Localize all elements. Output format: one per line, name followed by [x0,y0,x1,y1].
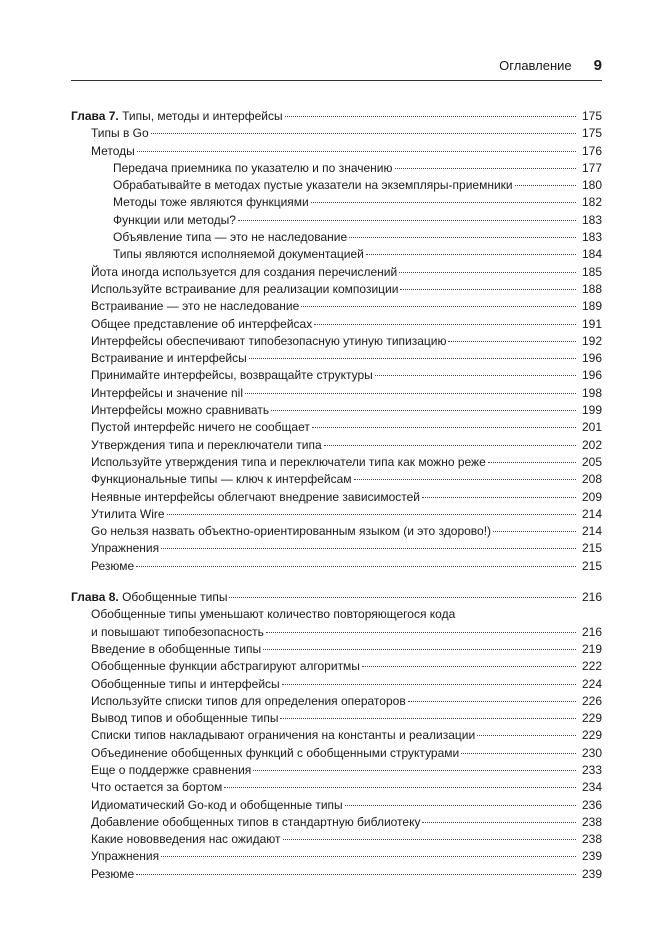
dot-leader [515,185,576,186]
page-number: 226 [581,693,602,708]
toc-entry-title: Общее представление об интерфейсах [91,316,313,331]
toc-entry-title: Обобщенные функции абстрагируют алгоритмы [91,659,360,674]
toc-entry[interactable] [71,350,602,367]
dot-leader [395,168,577,169]
dot-leader [366,254,576,255]
toc-entry[interactable] [71,333,602,350]
toc-entry[interactable] [71,264,602,281]
dot-leader [283,839,576,840]
toc-entry-title: Объявление типа — это не наследование [113,230,348,245]
page-number: 196 [581,368,602,383]
toc-entry-title: Резюме [91,866,135,881]
toc-entry-title: Неявные интерфейсы облегчают внедрение зависимостей [91,489,420,504]
dot-leader [311,202,576,203]
dot-leader [408,701,576,702]
dot-leader [136,874,576,875]
toc-entry[interactable] [71,246,602,263]
page-number: 191 [581,316,602,331]
page-number: 233 [581,762,602,777]
toc-entry[interactable] [71,658,602,675]
chapter-label: Глава 8. [71,590,119,605]
toc-entry[interactable] [71,194,602,211]
toc-entry-title: Go нельзя назвать объектно-ориентированным языком (и это здорово!) [91,524,492,539]
toc-entry[interactable] [71,866,602,883]
toc-entry[interactable] [71,160,602,177]
dot-leader [136,566,576,567]
toc-entry-title: Методы тоже являются функциями [113,195,309,210]
toc-entry[interactable] [71,229,602,246]
header-page-number: 9 [593,56,602,74]
header-title: Оглавление [499,57,572,73]
toc-entry[interactable] [71,471,602,488]
page-number: 229 [581,728,602,743]
dot-leader [161,856,576,857]
page-number: 234 [581,780,602,795]
toc-entry-title: Используйте списки типов для определения операторов [91,693,406,708]
toc-entry-title: Обрабатывайте в методах пустые указатели на экземпляры-приемники [113,178,513,193]
toc-entry[interactable] [71,298,602,315]
toc-entry-title: Функциональные типы — ключ к интерфейсам [91,472,352,487]
page-number: 183 [581,212,602,227]
toc-entry[interactable] [71,143,602,160]
dot-leader [137,151,576,152]
dot-leader [224,787,576,788]
toc-entry-title: Упражнения [91,849,160,864]
dot-leader [354,479,576,480]
toc-entry[interactable] [71,558,602,575]
toc-entry[interactable] [71,797,602,814]
table-of-contents [71,108,602,883]
toc-entry-title: Идиоматический Go-код и обобщенные типы [91,797,343,812]
dot-leader [488,462,576,463]
page-number: 185 [581,264,602,279]
page-number: 230 [581,745,602,760]
dot-leader [253,770,576,771]
toc-entry-title: Объединение обобщенных функций с обобщенными структурами [91,745,460,760]
chapter-title-text: Типы, методы и интерфейсы [122,109,283,123]
chapter-entry[interactable] [71,108,602,125]
toc-entry-title: Методы [91,143,135,158]
page-number: 177 [581,160,602,175]
dot-leader [324,445,576,446]
dot-leader [493,531,576,532]
dot-leader [271,410,576,411]
toc-entry-title: Вывод типов и обобщенные типы [91,711,279,726]
dot-leader [282,684,576,685]
chapter-title [71,108,283,125]
toc-entry[interactable] [71,281,602,298]
toc-entry[interactable] [71,177,602,194]
dot-leader [245,393,576,394]
page-number: 175 [581,109,602,123]
toc-entry[interactable] [71,367,602,384]
page-number: 236 [581,797,602,812]
toc-entry-title: Принимайте интерфейсы, возвращайте структуры [91,368,373,383]
toc-entry[interactable] [71,641,602,658]
toc-entry[interactable] [71,624,602,641]
page-number: 239 [581,866,602,881]
toc-entry[interactable] [71,693,602,710]
page-number: 205 [581,454,602,469]
page-number: 175 [581,126,602,141]
toc-entry[interactable] [71,402,602,419]
page-number: 184 [581,247,602,262]
toc-entry[interactable] [71,676,602,693]
chapter-spacer [71,575,602,589]
toc-entry-title: Интерфейсы обеспечивают типобезопасную утиную типизацию [91,333,447,348]
page-number: 189 [581,299,602,314]
toc-entry-first-line: Обобщенные типы уменьшают количество повторяющегося кода [91,607,456,622]
toc-entry-title: Еще о поддержке сравнения [91,762,252,777]
dot-leader [266,632,576,633]
toc-entry-title: Упражнения [91,541,160,556]
dot-leader [477,735,576,736]
dot-leader [375,375,576,376]
toc-entry-title: Резюме [91,558,135,573]
page-number: 238 [581,814,602,829]
dot-leader [345,805,576,806]
toc-entry-title: Что остается за бортом [91,780,223,795]
page-number: 198 [581,385,602,400]
toc-entry[interactable] [71,523,602,540]
toc-entry[interactable] [71,506,602,523]
toc-entry[interactable] [71,814,602,831]
chapter-title [71,589,227,606]
toc-entry[interactable] [71,762,602,779]
toc-entry-title: Пустой интерфейс ничего не сообщает [91,420,310,435]
page-number: 239 [581,849,602,864]
dot-leader [400,289,576,290]
toc-entry-title: Функции или методы? [113,212,236,227]
page-number: 224 [581,676,602,691]
page-number: 188 [581,281,602,296]
dot-leader [349,237,576,238]
dot-leader [314,324,576,325]
dot-leader [285,116,576,117]
toc-entry[interactable] [71,454,602,471]
toc-entry[interactable] [71,745,602,762]
chapter-label: Глава 7. [71,109,119,123]
toc-entry-title: Типы в Go [91,126,149,141]
toc-entry[interactable] [71,419,602,436]
toc-entry-title: Используйте утверждения типа и переключатели типа как можно реже [91,454,486,469]
toc-entry-title: Какие нововведения нас ожидают [91,832,281,847]
toc-entry-title: и повышают типобезопасность [91,624,264,639]
toc-entry[interactable] [71,212,602,229]
dot-leader [249,358,576,359]
page-number: 214 [581,506,602,521]
page-number: 180 [581,178,602,193]
dot-leader [263,649,576,650]
toc-entry-title: Передача приемника по указателю и по значению [113,160,393,175]
page-number: 209 [581,489,602,504]
page-number: 183 [581,230,602,245]
dot-leader [362,666,576,667]
page-number: 202 [581,437,602,452]
toc-entry[interactable] [71,848,602,865]
page-number: 192 [581,333,602,348]
dot-leader [448,341,576,342]
page-number: 216 [581,590,602,605]
toc-entry[interactable] [71,125,602,142]
dot-leader [422,822,576,823]
dot-leader [461,753,576,754]
toc-entry[interactable] [71,540,602,557]
page-number: 208 [581,472,602,487]
toc-entry-title: Обобщенные типы и интерфейсы [91,676,280,691]
dot-leader [229,597,576,598]
running-header [71,50,602,81]
toc-entry-title: Встраивание и интерфейсы [91,351,247,366]
toc-entry[interactable] [71,779,602,796]
toc-entry[interactable] [71,316,602,333]
page-number: 201 [581,420,602,435]
page-number: 182 [581,195,602,210]
page-number: 216 [581,624,602,639]
page-number: 222 [581,659,602,674]
page-number: 219 [581,641,602,656]
toc-entry-title: Йота иногда используется для создания перечислений [91,264,398,279]
toc-entry[interactable] [71,385,602,402]
dot-leader [161,548,576,549]
toc-entry-title: Интерфейсы и значение nil [91,385,244,400]
dot-leader [167,514,576,515]
page-number: 215 [581,541,602,556]
toc-entry-title: Используйте встраивание для реализации композиции [91,281,399,296]
dot-leader [301,306,576,307]
page-number: 238 [581,832,602,847]
toc-entry-title: Введение в обобщенные типы [91,641,262,656]
toc-entry-title: Интерфейсы можно сравнивать [91,403,270,418]
toc-entry[interactable] [71,710,602,727]
page-number: 196 [581,351,602,366]
page-number: 176 [581,143,602,158]
dot-leader [399,272,576,273]
toc-entry[interactable] [71,489,602,506]
chapter-entry[interactable] [71,589,602,606]
toc-entry-title: Типы являются исполняемой документацией [113,247,364,262]
toc-entry[interactable] [71,831,602,848]
dot-leader [238,220,576,221]
page-number: 229 [581,711,602,726]
dot-leader [422,497,576,498]
dot-leader [312,427,576,428]
chapter-title-text: Обобщенные типы [122,590,228,605]
toc-entry-title: Утверждения типа и переключатели типа [91,437,322,452]
page-number: 199 [581,403,602,418]
toc-entry-title: Добавление обобщенных типов в стандартную библиотеку [91,814,421,829]
toc-entry[interactable] [71,437,602,454]
toc-entry[interactable] [71,727,602,744]
dot-leader [280,718,576,719]
page-number: 215 [581,558,602,573]
page-number: 214 [581,524,602,539]
toc-entry-title: Встраивание — это не наследование [91,299,300,314]
dot-leader [151,133,576,134]
toc-entry-title: Списки типов накладывают ограничения на константы и реализации [91,728,476,743]
toc-entry-title: Утилита Wire [91,506,165,521]
